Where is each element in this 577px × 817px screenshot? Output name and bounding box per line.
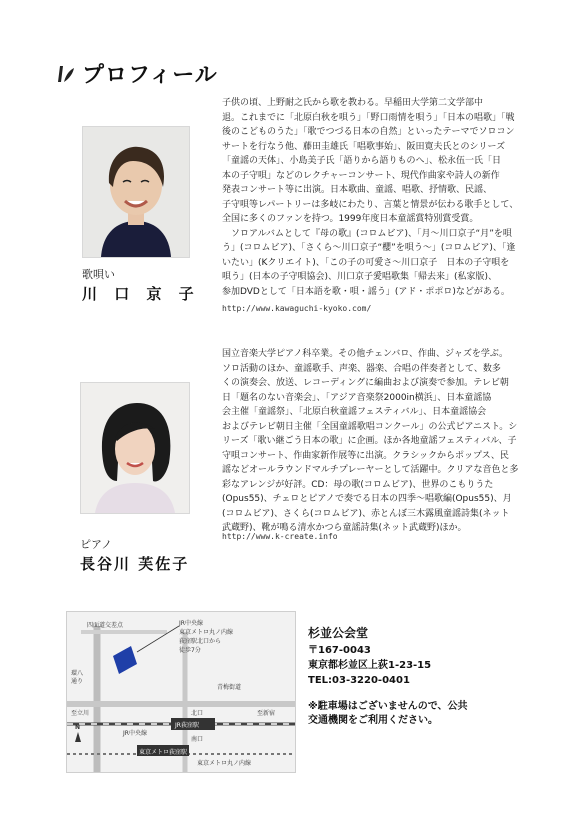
venue-tel: TEL:03-3220-0401 <box>308 675 410 686</box>
map-label-kanpachi: 環八 <box>71 670 84 677</box>
profile-url[interactable]: http://www.kawaguchi-kyoko.com/ <box>222 304 372 313</box>
venue-address: 東京都杉並区上荻1-23-15 <box>308 660 432 671</box>
map-label-jr-line: JR中央線 <box>179 620 203 627</box>
profile-role: 歌唄い <box>82 268 115 281</box>
map-label-kanpachi-2: 通り <box>71 678 84 685</box>
map-label-station: JR荻窪駅 <box>175 722 199 729</box>
map-label-tachikawa: 至立川 <box>71 710 90 717</box>
profile-bio: 子供の頃、上野耐之氏から歌を教わる。早稲田大学第二文学部中 退。これまでに「北原白秋を唄う」「野口雨情を唄う」「日本の唱歌」「戦 後のこどものうた」「歌でつづる日本の自然」といったテーマでソロコン サートを行なう他、藤田圭雄氏「唱歌事始」、阪田寛夫氏とのシリーズ 「童謡の天体」、小島美子氏「語りから語りものへ」、松永伍一氏「日 本の子守唄」などのレクチャーコンサート、現代作曲家や詩人の新作 発表コンサート等に出演。日本歌曲、童謡、唱歌、抒情歌、民謡、 子守唄等レパートリーは多岐にわたり、言葉と情景が伝わる歌手として、 全国に多くのファンを持つ。1999年度日本童謡賞特別賞受賞。 ソロアルバムとして『母の歌』(コロムビア)、「月～川口京子“月”を唄 う」(コロムビア)、「さくら～川口京子“櫻”を唄う～」(コロムビア)、「逢 いたい」(Kクリエイト)、「この子の可愛さ～川口京子 日本の子守唄を 唄う」(日本の子守唄協会)、川口京子愛唱歌集「帰去来」(私家版)、 参加DVDとして「日本語を歌・唄・謡う」(アド・ポポロ)などがある。 <box>222 98 519 297</box>
portrait-photo-hasegawa <box>80 382 190 514</box>
leaf-logo-icon <box>52 60 78 86</box>
map-label-exit: 荻窪駅北口から <box>179 638 222 645</box>
north-arrow-icon: N <box>75 724 81 731</box>
map-label-ome-kaido: 青梅街道 <box>217 684 242 691</box>
venue-name: 杉並公会堂 <box>308 626 369 640</box>
profile-bio: 国立音楽大学ピアノ科卒業。その他チェンバロ、作曲、ジャズを学ぶ。 ソロ活動のほか、童謡歌手、声楽、器楽、合唱の伴奏者として、数多 くの演奏会、放送、レコーディングに編曲および演奏で参加。テレビ朝 日「題名のない音楽会」、「アジア音楽祭2000in横浜」、日本童謡協 会主催「童謡祭」、「北原白秋童謡フェスティバル」、日本童謡協会 およびテレビ朝日主催「全国童謡歌唱コンクール」の公式ピアニスト。シ リーズ「歌い継ごう日本の歌」に企画。ほか各地童謡フェスティバル、子 守唄コンサート、作曲家新作展等に出演。クラシックからポップス、民 謡などオールラウンドマルチプレーヤーとして活躍中。クリアな音色と多 彩なアレンジが好評。CD：母の歌(コロムビア)、世界のこもりうた (Opus55)、チェロとピアノで奏でる日本の四季～唱歌編(Opus55)、月 (コロムビア)、さくら(コロムビア)、赤とんぼ三木露風童謡詩集(ネット 武蔵野)、靴が鳴る清水かつら童謡詩集(ネット武蔵野)ほか。 <box>222 349 519 533</box>
map-label-shimendo: 四面道交差点 <box>87 622 124 629</box>
map-label-minamiguchi: 南口 <box>191 736 204 743</box>
map-label-metro-line: 東京メトロ丸ノ内線 <box>179 629 234 636</box>
parking-note: ※駐車場はございませんので、公共 交通機関をご利用ください。 <box>308 701 468 726</box>
access-map <box>66 611 296 773</box>
map-label-metro-marunouchi: 東京メトロ丸ノ内線 <box>197 760 252 767</box>
venue-zip: 〒167-0043 <box>308 645 371 656</box>
profile-url[interactable]: http://www.k-create.info <box>222 532 338 541</box>
section-title: プロフィール <box>82 63 218 88</box>
profile-role: ピアノ <box>80 538 113 551</box>
map-label-jr-chuo: JR中央線 <box>123 730 147 737</box>
map-label-walk: 徒歩7分 <box>179 647 201 654</box>
map-label-kitaguchi: 北口 <box>191 710 204 717</box>
profile-name: 川 口 京 子 <box>82 285 200 303</box>
portrait-photo-kawaguchi <box>82 126 190 258</box>
profile-name: 長谷川 芙佐子 <box>80 555 190 573</box>
map-label-shinjuku: 至新宿 <box>257 710 276 717</box>
map-label-metro-station: 東京メトロ荻窪駅 <box>139 749 188 756</box>
